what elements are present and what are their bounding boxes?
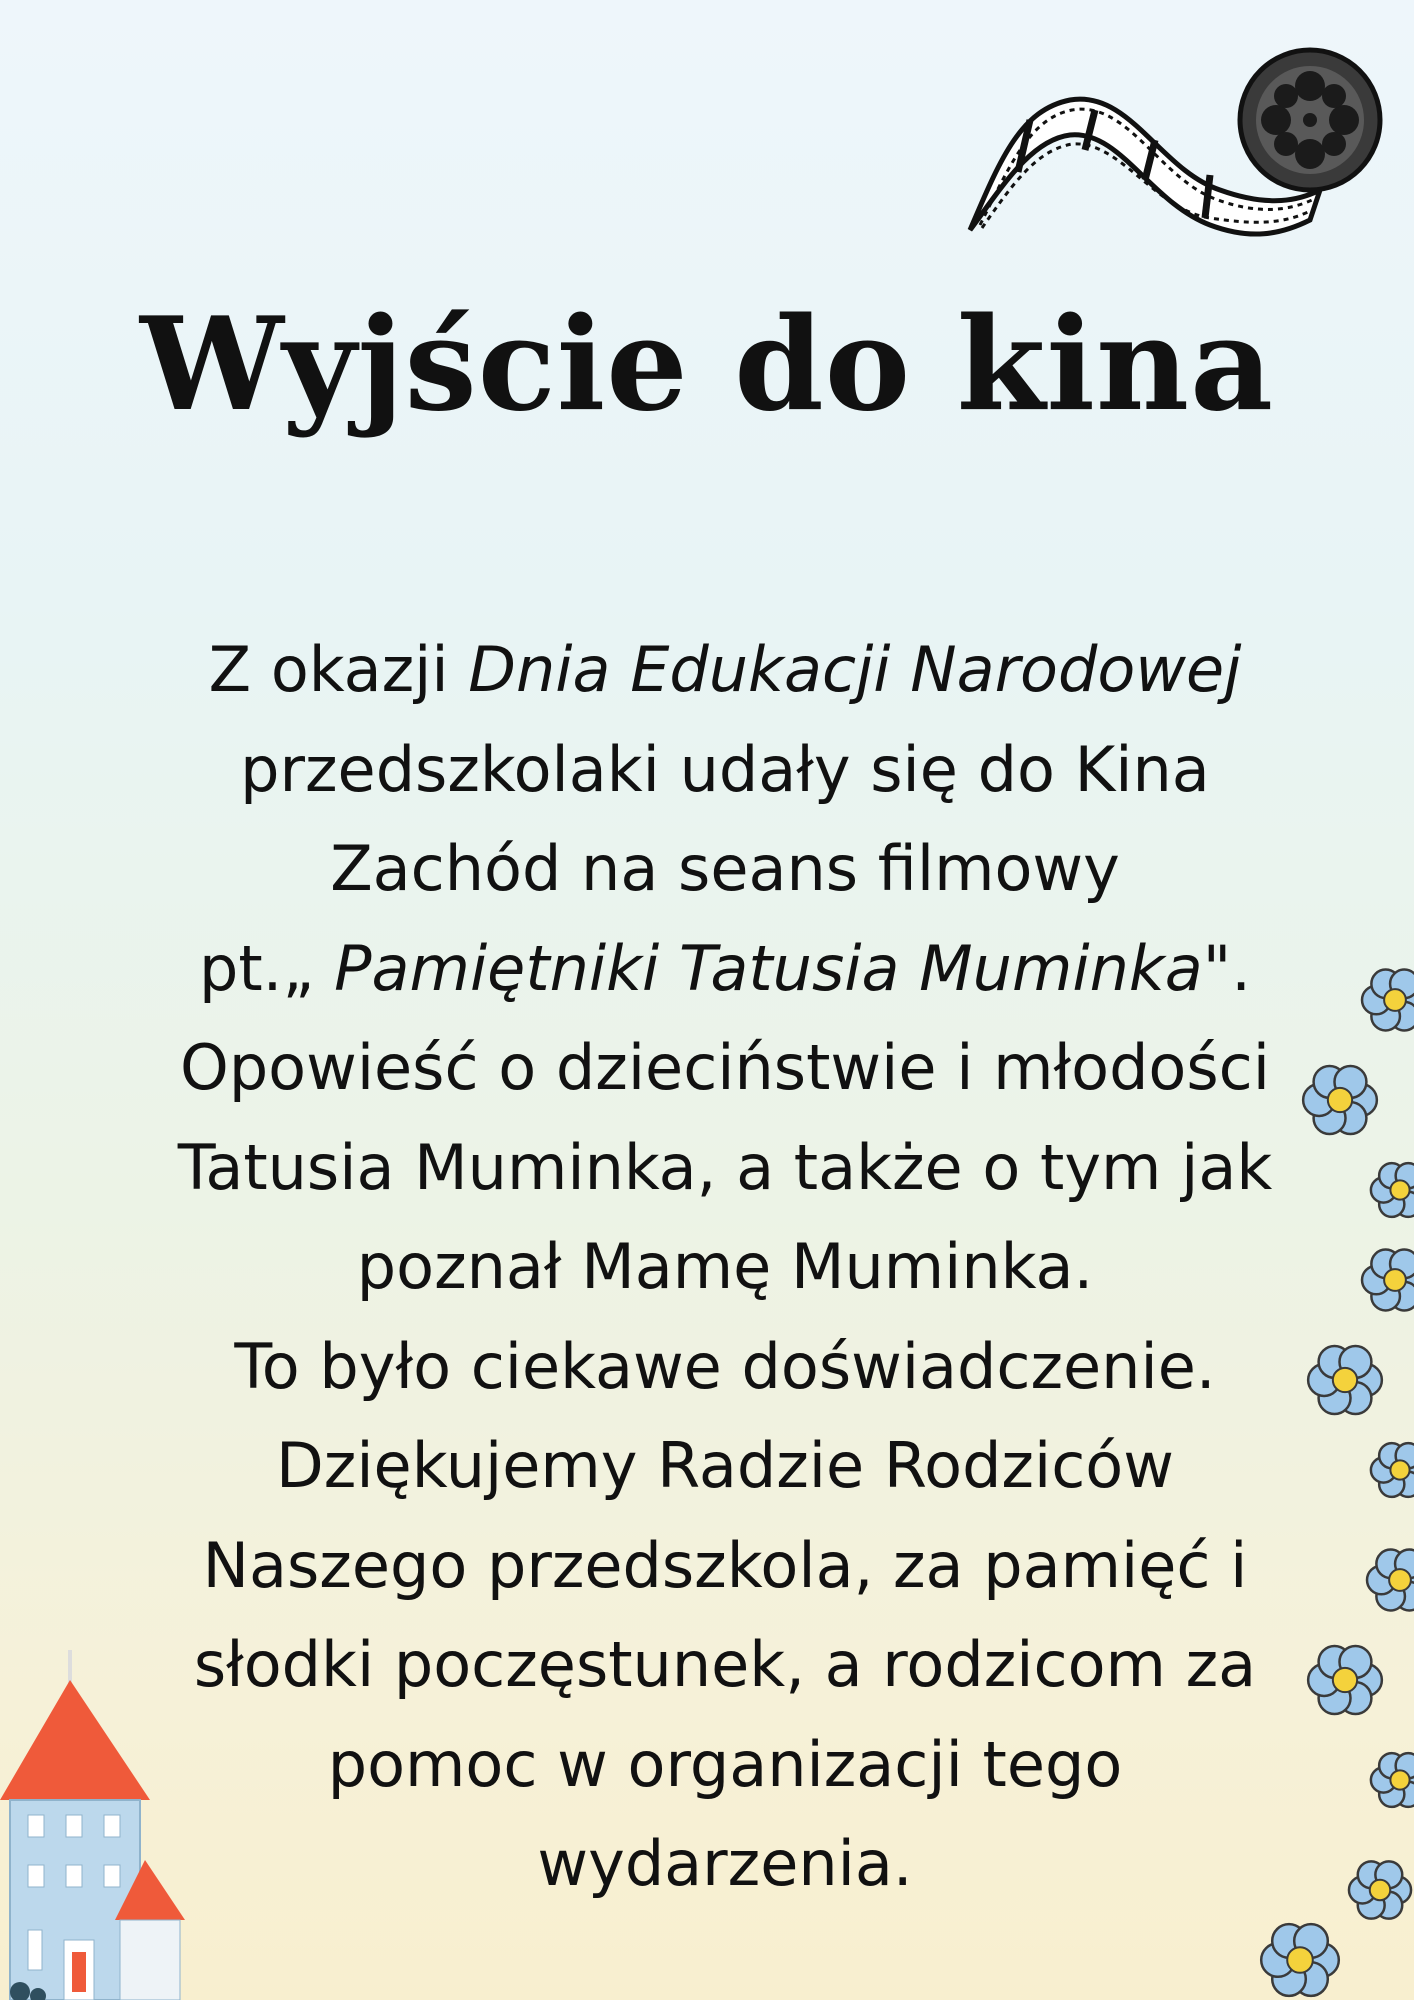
event-name: Dnia Edukacji Narodowej — [468, 633, 1242, 706]
flower-icon — [1349, 1861, 1411, 1918]
flower-icon — [1371, 1163, 1414, 1217]
moomin-house-icon — [0, 1640, 200, 2000]
film-reel-icon — [960, 40, 1390, 250]
text-line: Z okazji Dnia Edukacji Narodowej — [208, 633, 1242, 706]
text-line: Naszego przedszkola, za pamięć i — [202, 1528, 1248, 1602]
text-line: pt.„ Pamiętniki Tatusia Muminka". — [198, 931, 1252, 1005]
page-title: Wyjście do kina — [140, 290, 1274, 440]
flower-icon — [1308, 1646, 1382, 1714]
text-line: To było ciekawe doświadczenie. — [234, 1329, 1216, 1403]
flower-icon — [1261, 1924, 1339, 1996]
flower-column — [1240, 950, 1414, 2000]
text-line: pomoc w organizacji tego — [327, 1727, 1123, 1801]
text-line: Dziękujemy Radzie Rodziców — [276, 1429, 1174, 1502]
body-paragraph — [130, 620, 1320, 1914]
text-line: Tatusia Muminka, a także o tym jak — [177, 1130, 1273, 1204]
flower-icon — [1371, 1753, 1414, 1807]
text-line: wydarzenia. — [537, 1827, 913, 1900]
text-line: Opowieść o dzieciństwie i młodości — [180, 1031, 1270, 1104]
flower-icon — [1308, 1346, 1382, 1414]
flower-icon — [1362, 970, 1414, 1031]
text-line: Zachód na seans filmowy — [330, 832, 1120, 905]
flower-icon — [1367, 1550, 1414, 1611]
flower-icon — [1371, 1443, 1414, 1497]
text-line: słodki poczęstunek, a rodzicom za — [193, 1628, 1257, 1701]
text-line: poznał Mamę Muminka. — [356, 1230, 1094, 1303]
film-title: Pamiętniki Tatusia Muminka — [334, 931, 1203, 1005]
flower-icon — [1303, 1066, 1377, 1134]
flower-icon — [1362, 1250, 1414, 1311]
text-line: przedszkolaki udały się do Kina — [240, 732, 1210, 806]
